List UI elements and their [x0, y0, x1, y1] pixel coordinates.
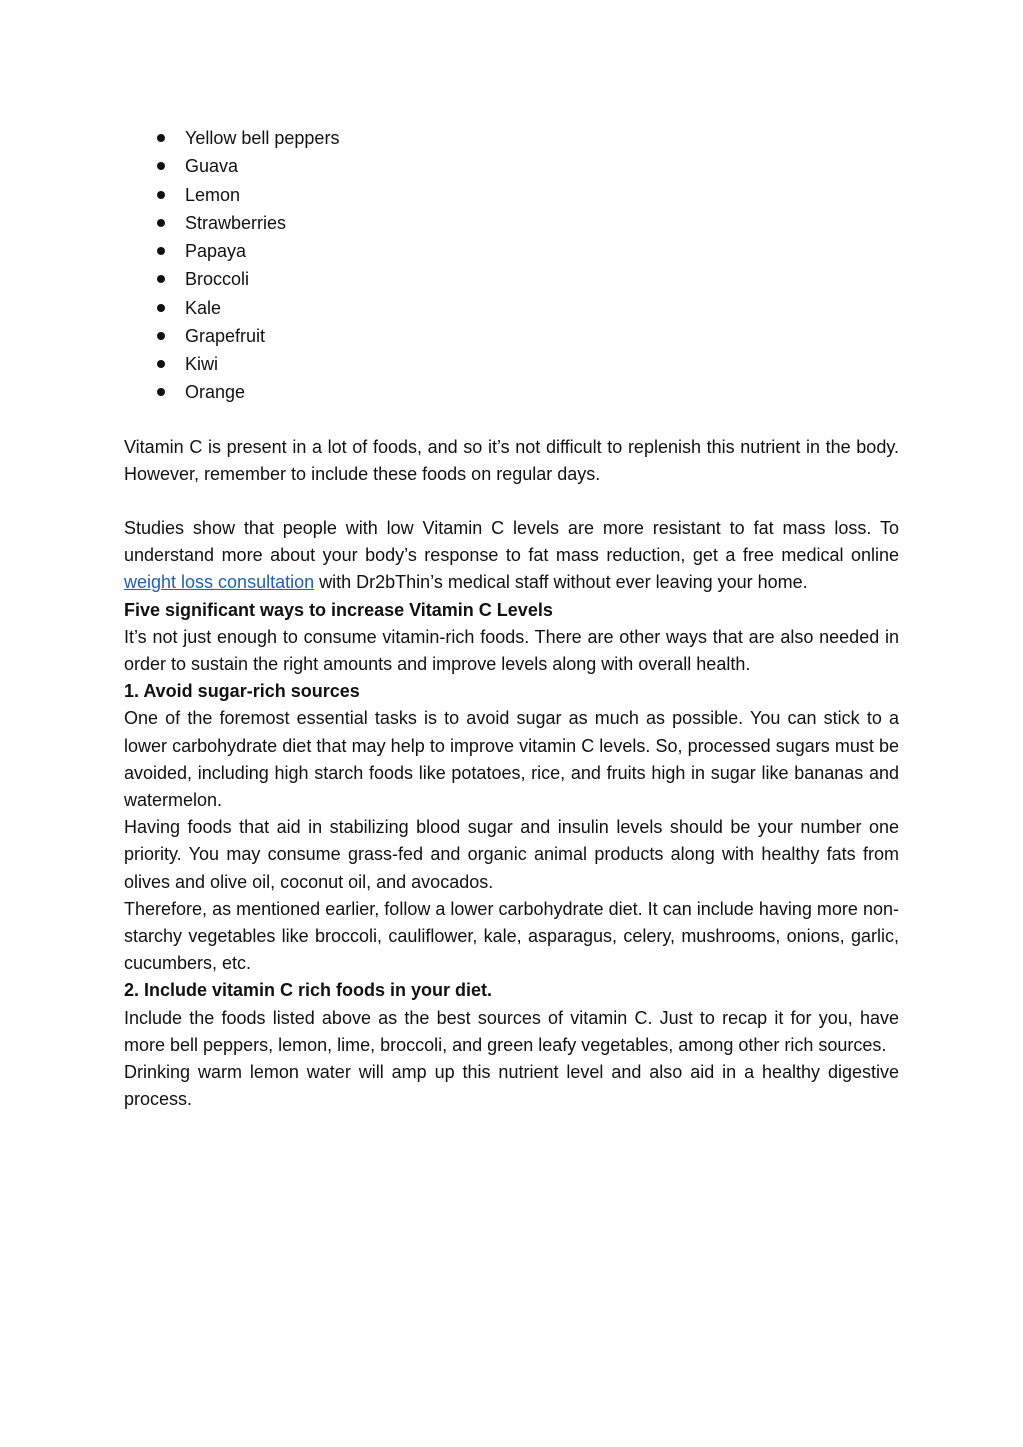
list-item [124, 378, 899, 406]
bullet-icon [157, 275, 165, 283]
list-item [124, 181, 899, 209]
document-page [124, 124, 899, 1113]
list-item-text: Papaya [185, 241, 247, 261]
list-item [124, 294, 899, 322]
list-item-text: Grapefruit [185, 325, 266, 346]
intro-paragraph: Vitamin C is present in a lot of foods, and so it’s not difficult to replenish this nutrient in the body. However, remember to include these foods on regular days. [124, 436, 899, 484]
bullet-icon [157, 332, 165, 340]
list-item [124, 124, 899, 152]
list-item [124, 152, 899, 180]
section-heading: Five significant ways to increase Vitamin C Levels [124, 599, 553, 620]
studies-paragraph [124, 515, 899, 597]
list-item-text: Orange [185, 382, 246, 403]
point-1-paragraph-1: One of the foremost essential tasks is to avoid sugar as much as possible. You can stick to a lower carbohydrate diet that may help to improve vitamin C levels. So, processed sugars must be avoided, including high starch foods like potatoes, rice, and fruits high in sugar like bananas and watermelon. [124, 708, 899, 810]
point-1-paragraph-3: Therefore, as mentioned earlier, follow a lower carbohydrate diet. It can include having more non-starchy vegetables like broccoli, cauliflower, kale, asparagus, celery, mushrooms, onions, garlic, cucumbers, etc. [124, 898, 899, 974]
list-item-text: Lemon [185, 184, 241, 205]
vitamin-c-food-list [124, 124, 899, 407]
point-2-heading: 2. Include vitamin C rich foods in your diet. [124, 980, 493, 1001]
point-1-paragraph-2: Having foods that aid in stabilizing blood sugar and insulin levels should be your number one priority. You may consume grass-fed and organic animal products along with healthy fats from olives and olive oil, coconut oil, and avocados. [124, 817, 899, 892]
bullet-icon [157, 388, 165, 396]
studies-text-after-link: with Dr2bThin’s medical staff without ever leaving your home. [314, 572, 808, 593]
list-item-text: Kiwi [185, 354, 219, 374]
bullet-icon [157, 162, 165, 170]
bullet-icon [157, 134, 165, 142]
list-item [124, 322, 899, 350]
weight-loss-consultation-link[interactable]: weight loss consultation [124, 572, 315, 593]
point-2-paragraph-1: Include the foods listed above as the best sources of vitamin C. Just to recap it for you, have more bell peppers, lemon, lime, broccoli, and green leafy vegetables, among other rich sources. [124, 1007, 899, 1055]
bullet-icon [157, 219, 165, 227]
list-item-text: Guava [185, 156, 239, 177]
point-2-paragraph-2: Drinking warm lemon water will amp up this nutrient level and also aid in a healthy digestive process. [124, 1061, 899, 1110]
point-1-heading: 1. Avoid sugar-rich sources [124, 681, 360, 702]
list-item-text: Yellow bell peppers [185, 128, 340, 148]
list-item [124, 209, 899, 237]
list-item [124, 265, 899, 293]
list-item [124, 237, 899, 265]
bullet-icon [157, 247, 165, 255]
list-item-text: Broccoli [185, 269, 250, 290]
bullet-icon [157, 191, 165, 199]
section-intro-paragraph: It’s not just enough to consume vitamin-rich foods. There are other ways that are also needed in order to sustain the right amounts and improve levels along with overall health. [124, 626, 899, 674]
list-item-text: Kale [185, 297, 222, 318]
studies-text-before-link: Studies show that people with low Vitamin C levels are more resistant to fat mass loss. To understand more about your body’s response to fat mass reduction, get a free medical online [124, 517, 899, 566]
list-item-text: Strawberries [185, 212, 287, 233]
list-item [124, 350, 899, 378]
bullet-icon [157, 360, 165, 368]
bullet-icon [157, 304, 165, 312]
